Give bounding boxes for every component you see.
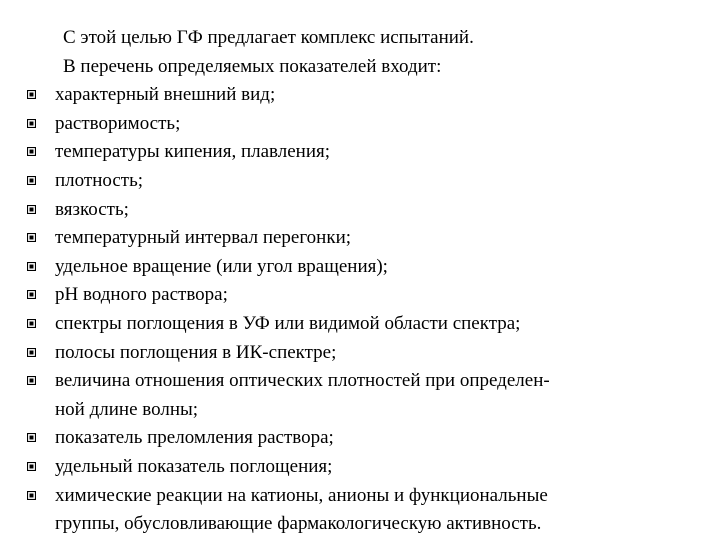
list-item-line: полосы поглощения в ИК-спектре;	[55, 341, 337, 363]
list-item	[0, 310, 645, 339]
list-item-line: группы, обусловливающие фармакологическую активность.	[55, 513, 542, 535]
list-item-line: показатель преломления раствора;	[55, 427, 334, 449]
list-item-line: характерный внешний вид;	[55, 84, 276, 106]
square-bullet-icon	[27, 205, 36, 214]
square-bullet-icon	[27, 491, 36, 500]
list-item-line: температурный интервал перегонки;	[55, 227, 352, 249]
square-bullet-icon	[27, 147, 36, 156]
list-item	[0, 196, 645, 225]
list-item-text	[55, 367, 645, 424]
square-bullet-icon	[27, 290, 36, 299]
list-item	[0, 110, 645, 139]
list-item-line: спектры поглощения в УФ или видимой области спектра;	[55, 312, 521, 334]
list-item-line: растворимость;	[55, 112, 181, 134]
square-bullet-icon	[27, 319, 36, 328]
list-item-text	[55, 453, 645, 482]
square-bullet-icon	[27, 462, 36, 471]
list-item-line: рН водного раствора;	[55, 284, 228, 306]
list-item	[0, 367, 645, 424]
list-item	[0, 81, 645, 110]
list-item-text	[55, 482, 645, 539]
list-item	[0, 281, 645, 310]
list-item	[0, 167, 645, 196]
intro-line-1: С этой целью ГФ предлагает комплекс испытаний.	[63, 27, 474, 48]
square-bullet-icon	[27, 433, 36, 442]
list-item	[0, 453, 645, 482]
list-item-line: величина отношения оптических плотностей при определен-	[55, 370, 550, 392]
list-item-line: температуры кипения, плавления;	[55, 141, 331, 163]
square-bullet-icon	[27, 262, 36, 271]
list-item-line: вязкость;	[55, 198, 129, 220]
bullet-list	[0, 81, 720, 539]
list-item	[0, 482, 645, 539]
list-item-text	[55, 196, 645, 225]
list-item-text	[55, 310, 645, 339]
list-item	[0, 339, 645, 368]
list-item-text	[55, 424, 645, 453]
list-item	[0, 253, 645, 282]
square-bullet-icon	[27, 348, 36, 357]
list-item-text	[55, 138, 645, 167]
list-item-text	[55, 281, 645, 310]
list-item	[0, 424, 645, 453]
list-item-text	[55, 167, 645, 196]
list-item-line: удельный показатель поглощения;	[55, 455, 333, 477]
list-item-text	[55, 339, 645, 368]
square-bullet-icon	[27, 176, 36, 185]
square-bullet-icon	[27, 90, 36, 99]
intro-paragraph	[0, 24, 683, 81]
list-item-line: ной длине волны;	[55, 398, 199, 420]
list-item-text	[55, 81, 645, 110]
list-item-line: удельное вращение (или угол вращения);	[55, 255, 388, 277]
list-item-text	[55, 224, 645, 253]
list-item-text	[55, 110, 645, 139]
square-bullet-icon	[27, 119, 36, 128]
square-bullet-icon	[27, 233, 36, 242]
intro-line-2: В перечень определяемых показателей входит:	[63, 55, 442, 77]
list-item-text	[55, 253, 645, 282]
list-item-line: химические реакции на катионы, анионы и функциональные	[55, 484, 548, 506]
square-bullet-icon	[27, 376, 36, 385]
list-item-line: плотность;	[55, 169, 144, 191]
list-item	[0, 138, 645, 167]
list-item	[0, 224, 645, 253]
